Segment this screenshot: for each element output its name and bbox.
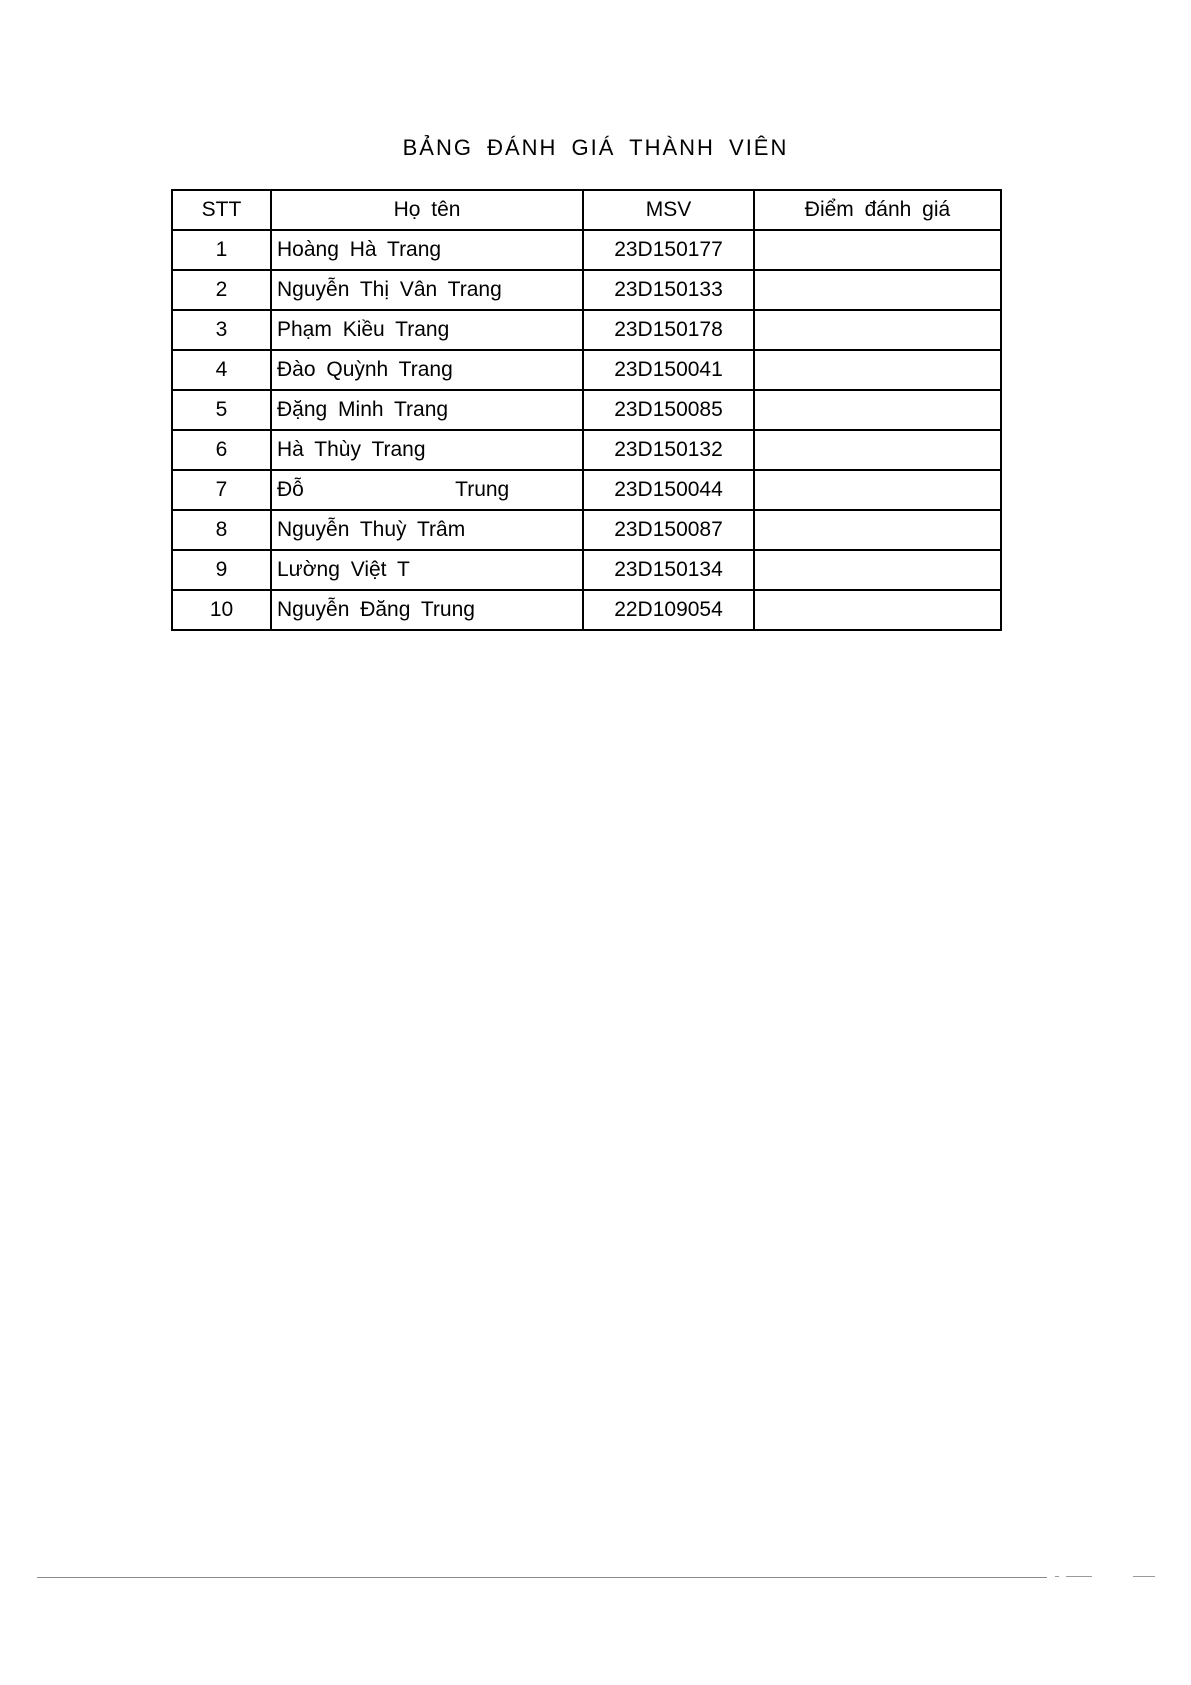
cell-score[interactable] [754,510,1001,550]
table-row [172,550,1001,590]
cell-score[interactable] [754,310,1001,350]
cell-score[interactable] [754,350,1001,390]
cell-stt: 1 [172,230,271,270]
cell-stt: 7 [172,470,271,510]
header-score: Điểm đánh giá [754,190,1001,230]
footer-divider [37,1577,1047,1578]
cell-msv: 23D150087 [583,510,754,550]
cell-score[interactable] [754,470,1001,510]
cell-stt: 3 [172,310,271,350]
cell-name: Hà Thùy Trang [271,430,583,470]
page-title: BẢNG ĐÁNH GIÁ THÀNH VIÊN [402,135,789,160]
header-name: Họ tên [271,190,583,230]
header-msv: MSV [583,190,754,230]
cell-stt: 6 [172,430,271,470]
cell-stt: 2 [172,270,271,310]
cell-name: Đào Quỳnh Trang [271,350,583,390]
table-row [172,390,1001,430]
cell-msv: 23D150085 [583,390,754,430]
cell-name: Đặng Minh Trang [271,390,583,430]
cell-msv: 23D150178 [583,310,754,350]
cell-score[interactable] [754,550,1001,590]
cell-stt: 10 [172,590,271,630]
table-row [172,350,1001,390]
cell-stt: 8 [172,510,271,550]
cell-msv: 23D150177 [583,230,754,270]
cell-score[interactable] [754,230,1001,270]
table-header-row [172,190,1001,230]
table-row [172,510,1001,550]
cell-stt: 9 [172,550,271,590]
table-row [172,590,1001,630]
cell-score[interactable] [754,270,1001,310]
cell-name: Đỗ Trung [271,470,583,510]
cell-stt: 5 [172,390,271,430]
table-row [172,430,1001,470]
cell-score[interactable] [754,590,1001,630]
cell-name: Nguyễn Đăng Trung [271,590,583,630]
table-row [172,270,1001,310]
member-evaluation-table [171,189,1002,631]
footer-divider-fragment [1133,1576,1155,1577]
cell-name: Lường Việt T [271,550,583,590]
cell-name: Nguyễn Thuỳ Trâm [271,510,583,550]
cell-msv: 23D150044 [583,470,754,510]
footer-divider-fragment [1055,1576,1059,1577]
header-stt: STT [172,190,271,230]
table-row [172,310,1001,350]
cell-msv: 23D150041 [583,350,754,390]
cell-name: Phạm Kiều Trang [271,310,583,350]
cell-msv: 23D150132 [583,430,754,470]
cell-msv: 23D150134 [583,550,754,590]
cell-score[interactable] [754,390,1001,430]
cell-name: Hoàng Hà Trang [271,230,583,270]
table-row [172,230,1001,270]
cell-score[interactable] [754,430,1001,470]
cell-name: Nguyễn Thị Vân Trang [271,270,583,310]
table-row [172,470,1001,510]
cell-stt: 4 [172,350,271,390]
footer-divider-fragment [1066,1576,1092,1577]
cell-msv: 23D150133 [583,270,754,310]
cell-msv: 22D109054 [583,590,754,630]
